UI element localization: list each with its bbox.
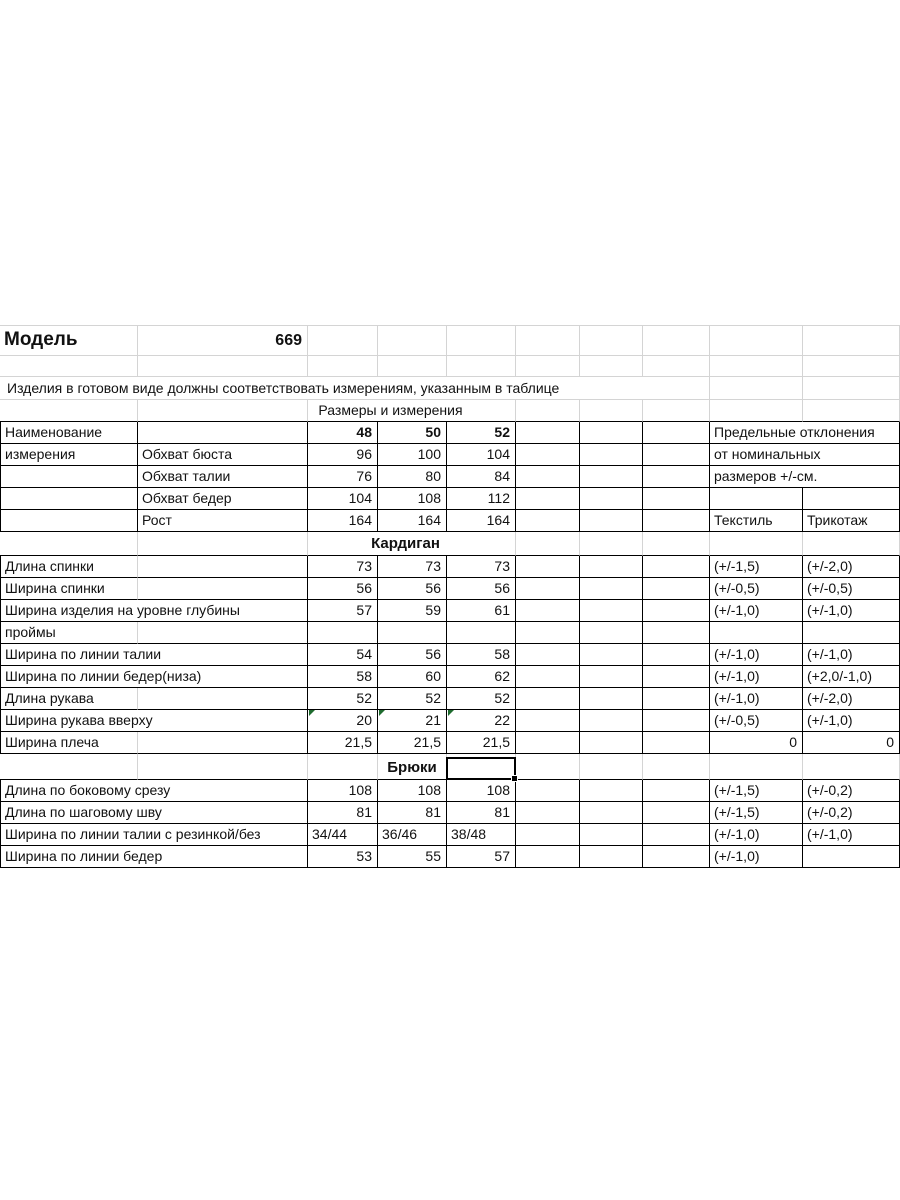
cell[interactable] xyxy=(643,780,710,802)
cell[interactable] xyxy=(803,532,900,556)
cell-value[interactable]: 164 xyxy=(378,510,447,532)
cell[interactable] xyxy=(516,444,580,466)
note-cell[interactable]: Изделия в готовом виде должны соответствовать измерениям, указанным в таблице xyxy=(0,377,710,400)
cell[interactable] xyxy=(516,400,580,422)
cell[interactable] xyxy=(138,578,308,600)
cell-value[interactable]: 56 xyxy=(308,578,378,600)
cell[interactable] xyxy=(447,356,516,377)
cell-value[interactable]: 61 xyxy=(447,600,516,622)
tolerance-knitwear-cell[interactable]: (+/-0,2) xyxy=(803,780,900,802)
cell[interactable] xyxy=(580,488,643,510)
model-label-cell[interactable]: Модель xyxy=(0,326,138,356)
tolerance-knitwear-cell[interactable]: (+/-1,0) xyxy=(803,600,900,622)
cell[interactable] xyxy=(580,622,643,644)
measure-label-cell[interactable]: Обхват талии xyxy=(138,466,308,488)
cell[interactable] xyxy=(580,466,643,488)
cell[interactable] xyxy=(0,510,138,532)
cell[interactable] xyxy=(803,356,900,377)
cell[interactable] xyxy=(138,688,308,710)
cell[interactable] xyxy=(643,622,710,644)
cell-value[interactable]: 108 xyxy=(378,780,447,802)
cell[interactable] xyxy=(378,356,447,377)
tolerance-textile-cell[interactable]: (+/-1,0) xyxy=(710,846,803,868)
cell-value[interactable] xyxy=(378,710,447,732)
selected-cell[interactable] xyxy=(447,754,516,780)
cell[interactable] xyxy=(580,688,643,710)
cell[interactable] xyxy=(710,326,803,356)
cell[interactable] xyxy=(643,600,710,622)
tolerance-textile-cell[interactable]: (+/-1,5) xyxy=(710,780,803,802)
tolerance-textile-cell[interactable]: (+/-1,0) xyxy=(710,600,803,622)
cell-value[interactable]: 34/44 xyxy=(308,824,378,846)
cell[interactable] xyxy=(643,578,710,600)
cell[interactable] xyxy=(643,510,710,532)
tolerance-textile-cell[interactable]: (+/-1,0) xyxy=(710,688,803,710)
cell[interactable] xyxy=(138,754,308,780)
cell-value[interactable]: 21,5 xyxy=(308,732,378,754)
cell-value[interactable]: 52 xyxy=(447,688,516,710)
cell[interactable] xyxy=(516,466,580,488)
cell-value[interactable]: 52 xyxy=(378,688,447,710)
fill-handle[interactable] xyxy=(511,775,518,782)
tolerance-knitwear-cell[interactable]: (+/-1,0) xyxy=(803,710,900,732)
row-label-cell[interactable]: Длина по боковому срезу xyxy=(0,780,308,802)
cell-value[interactable]: 104 xyxy=(308,488,378,510)
cell[interactable] xyxy=(580,510,643,532)
cell-value-text: 21 xyxy=(425,712,441,728)
cell[interactable] xyxy=(643,846,710,868)
cell[interactable] xyxy=(643,532,710,556)
cell[interactable] xyxy=(580,600,643,622)
cell-value[interactable] xyxy=(308,710,378,732)
section-title-trousers[interactable]: Брюки xyxy=(378,754,447,780)
cell-value[interactable]: 81 xyxy=(378,802,447,824)
error-indicator-icon xyxy=(309,710,315,716)
cell[interactable] xyxy=(516,710,580,732)
cell[interactable] xyxy=(580,644,643,666)
cell[interactable] xyxy=(308,326,378,356)
cell-value[interactable]: 21,5 xyxy=(447,732,516,754)
cell[interactable] xyxy=(516,600,580,622)
row-label-cell[interactable]: Длина рукава xyxy=(0,688,138,710)
cell-value[interactable]: 62 xyxy=(447,666,516,688)
cell[interactable] xyxy=(643,802,710,824)
row-label-cell[interactable]: Ширина плеча xyxy=(0,732,138,754)
cell[interactable] xyxy=(643,754,710,780)
row-label-cell[interactable]: Ширина изделия на уровне глубины xyxy=(0,600,308,622)
cell[interactable] xyxy=(710,622,803,644)
tolerance-note-cell[interactable]: от номинальных xyxy=(710,444,900,466)
cell[interactable] xyxy=(643,666,710,688)
tolerance-textile-cell[interactable]: 0 xyxy=(710,732,803,754)
cell-value[interactable]: 58 xyxy=(308,666,378,688)
cell[interactable] xyxy=(138,532,308,556)
cell[interactable] xyxy=(803,488,900,510)
col-knitwear-cell[interactable]: Трикотаж xyxy=(803,510,900,532)
cell[interactable] xyxy=(138,556,308,578)
row-label-cell[interactable]: проймы xyxy=(0,622,138,644)
cell[interactable] xyxy=(516,532,580,556)
cell[interactable] xyxy=(643,422,710,444)
cell[interactable] xyxy=(580,356,643,377)
cell-value[interactable]: 112 xyxy=(447,488,516,510)
cell[interactable] xyxy=(308,754,378,780)
cell[interactable] xyxy=(580,710,643,732)
tolerance-knitwear-cell[interactable]: (+/-1,0) xyxy=(803,824,900,846)
measure-label-cell[interactable]: Рост xyxy=(138,510,308,532)
cell[interactable] xyxy=(138,622,308,644)
cell[interactable] xyxy=(580,846,643,868)
cell[interactable] xyxy=(643,466,710,488)
cell[interactable] xyxy=(710,400,803,422)
cell-value[interactable]: 21,5 xyxy=(378,732,447,754)
section-title-cardigan[interactable]: Кардиган xyxy=(308,532,516,556)
tolerance-textile-cell[interactable]: (+/-1,5) xyxy=(710,556,803,578)
cell[interactable] xyxy=(803,622,900,644)
cell[interactable] xyxy=(516,802,580,824)
cell[interactable] xyxy=(308,356,378,377)
cell[interactable] xyxy=(516,824,580,846)
size-col-50[interactable]: 50 xyxy=(378,422,447,444)
cell[interactable] xyxy=(516,356,580,377)
cell[interactable] xyxy=(516,688,580,710)
header-name-cell[interactable]: Наименование xyxy=(0,422,138,444)
tolerance-textile-cell[interactable]: (+/-1,0) xyxy=(710,666,803,688)
cell[interactable] xyxy=(643,556,710,578)
cell[interactable] xyxy=(643,356,710,377)
cell[interactable] xyxy=(710,356,803,377)
cell[interactable] xyxy=(138,356,308,377)
cell[interactable] xyxy=(0,466,138,488)
cell-value[interactable]: 73 xyxy=(308,556,378,578)
tolerance-knitwear-cell[interactable] xyxy=(803,846,900,868)
cell[interactable] xyxy=(138,400,308,422)
row-label-cell[interactable]: Ширина по линии талии xyxy=(0,644,308,666)
cell-value[interactable]: 80 xyxy=(378,466,447,488)
cell-value[interactable]: 96 xyxy=(308,444,378,466)
cell[interactable] xyxy=(643,732,710,754)
cell[interactable] xyxy=(516,326,580,356)
cell[interactable] xyxy=(516,510,580,532)
size-col-48[interactable]: 48 xyxy=(308,422,378,444)
cell-value[interactable]: 57 xyxy=(308,600,378,622)
row-label-cell[interactable]: Ширина по линии талии с резинкой/без xyxy=(0,824,308,846)
cell[interactable] xyxy=(580,556,643,578)
row-label-cell[interactable]: Ширина по линии бедер xyxy=(0,846,308,868)
cell[interactable] xyxy=(643,326,710,356)
cell-value[interactable]: 108 xyxy=(308,780,378,802)
cell[interactable] xyxy=(803,400,900,422)
cell-value[interactable]: 108 xyxy=(378,488,447,510)
size-col-52[interactable]: 52 xyxy=(447,422,516,444)
cell-value[interactable]: 58 xyxy=(447,644,516,666)
tolerance-knitwear-cell[interactable]: (+/-2,0) xyxy=(803,556,900,578)
cell[interactable] xyxy=(516,666,580,688)
cell[interactable] xyxy=(643,444,710,466)
cell[interactable] xyxy=(138,732,308,754)
cell[interactable] xyxy=(803,754,900,780)
row-label-cell[interactable]: Ширина по линии бедер(низа) xyxy=(0,666,308,688)
header-name-cell[interactable]: измерения xyxy=(0,444,138,466)
cell[interactable] xyxy=(0,400,138,422)
cell[interactable] xyxy=(378,622,447,644)
cell[interactable] xyxy=(710,532,803,556)
tolerance-textile-cell[interactable]: (+/-1,0) xyxy=(710,644,803,666)
tolerance-knitwear-cell[interactable]: (+/-1,0) xyxy=(803,644,900,666)
cell[interactable] xyxy=(643,644,710,666)
sizes-title-cell[interactable]: Размеры и измерения xyxy=(308,400,516,422)
tolerance-knitwear-cell[interactable]: (+/-0,5) xyxy=(803,578,900,600)
model-number-cell[interactable]: 669 xyxy=(138,326,308,356)
cell-value[interactable]: 56 xyxy=(447,578,516,600)
tolerance-note-cell[interactable]: размеров +/-см. xyxy=(710,466,900,488)
cell[interactable] xyxy=(516,846,580,868)
cell[interactable] xyxy=(580,400,643,422)
cell-value[interactable]: 164 xyxy=(447,510,516,532)
cell[interactable] xyxy=(447,326,516,356)
tolerance-textile-cell[interactable]: (+/-1,0) xyxy=(710,824,803,846)
measure-label-cell[interactable]: Обхват бюста xyxy=(138,444,308,466)
error-indicator-icon xyxy=(448,710,454,716)
cell[interactable] xyxy=(580,422,643,444)
cell-value[interactable]: 104 xyxy=(447,444,516,466)
cell-value[interactable]: 73 xyxy=(447,556,516,578)
tolerance-knitwear-cell[interactable]: 0 xyxy=(803,732,900,754)
cell[interactable] xyxy=(580,802,643,824)
cell-value[interactable]: 52 xyxy=(308,688,378,710)
cell[interactable] xyxy=(0,754,138,780)
cell[interactable] xyxy=(643,824,710,846)
cell[interactable] xyxy=(516,780,580,802)
tolerance-textile-cell[interactable]: (+/-1,5) xyxy=(710,802,803,824)
cell[interactable] xyxy=(580,578,643,600)
cell[interactable] xyxy=(516,488,580,510)
cell[interactable] xyxy=(516,754,580,780)
cell[interactable] xyxy=(516,578,580,600)
cell[interactable] xyxy=(516,622,580,644)
cell[interactable] xyxy=(516,556,580,578)
row-label-cell[interactable]: Ширина рукава вверху xyxy=(0,710,308,732)
row-label-cell[interactable]: Длина по шаговому шву xyxy=(0,802,308,824)
cell[interactable] xyxy=(138,422,308,444)
tolerance-textile-cell[interactable]: (+/-0,5) xyxy=(710,710,803,732)
cell[interactable] xyxy=(516,422,580,444)
cell[interactable] xyxy=(308,622,378,644)
cell[interactable] xyxy=(643,688,710,710)
cell-value[interactable]: 55 xyxy=(378,846,447,868)
cell-value[interactable]: 81 xyxy=(308,802,378,824)
cell[interactable] xyxy=(516,732,580,754)
tolerance-knitwear-cell[interactable]: (+2,0/-1,0) xyxy=(803,666,900,688)
cell-value-text: 22 xyxy=(494,712,510,728)
measure-label-cell[interactable]: Обхват бедер xyxy=(138,488,308,510)
col-textile-cell[interactable]: Текстиль xyxy=(710,510,803,532)
cell-value[interactable]: 76 xyxy=(308,466,378,488)
cell-value[interactable]: 164 xyxy=(308,510,378,532)
cell[interactable] xyxy=(580,754,643,780)
cell[interactable] xyxy=(580,732,643,754)
cell[interactable] xyxy=(378,326,447,356)
cell-value[interactable]: 59 xyxy=(378,600,447,622)
cell[interactable] xyxy=(643,400,710,422)
cell-value[interactable]: 56 xyxy=(378,578,447,600)
cell-value[interactable]: 36/46 xyxy=(378,824,447,846)
cell[interactable] xyxy=(0,356,138,377)
error-indicator-icon xyxy=(379,710,385,716)
cell[interactable] xyxy=(516,644,580,666)
cell[interactable] xyxy=(0,488,138,510)
cell-value[interactable]: 53 xyxy=(308,846,378,868)
cell[interactable] xyxy=(580,780,643,802)
cell-value[interactable] xyxy=(447,710,516,732)
cell[interactable] xyxy=(580,666,643,688)
cell[interactable] xyxy=(643,488,710,510)
cell-value[interactable]: 100 xyxy=(378,444,447,466)
cell-value-text: 20 xyxy=(356,712,372,728)
cell[interactable] xyxy=(0,532,138,556)
cell-value[interactable]: 56 xyxy=(378,644,447,666)
cell-selection-border xyxy=(446,757,516,780)
cell-value[interactable]: 84 xyxy=(447,466,516,488)
cell[interactable] xyxy=(580,326,643,356)
tolerance-knitwear-cell[interactable]: (+/-0,2) xyxy=(803,802,900,824)
cell[interactable] xyxy=(643,710,710,732)
cell-value[interactable]: 57 xyxy=(447,846,516,868)
cell-value[interactable]: 60 xyxy=(378,666,447,688)
tolerance-textile-cell[interactable]: (+/-0,5) xyxy=(710,578,803,600)
cell[interactable] xyxy=(803,377,900,400)
cell-value[interactable]: 54 xyxy=(308,644,378,666)
tolerance-note-cell[interactable]: Предельные отклонения xyxy=(710,422,900,444)
cell[interactable] xyxy=(803,326,900,356)
cell[interactable] xyxy=(580,444,643,466)
cell[interactable] xyxy=(580,824,643,846)
cell[interactable] xyxy=(447,622,516,644)
cell-value[interactable]: 38/48 xyxy=(447,824,516,846)
spreadsheet-grid xyxy=(0,325,900,868)
row-label-cell[interactable]: Длина спинки xyxy=(0,556,138,578)
cell-value[interactable]: 81 xyxy=(447,802,516,824)
cell-value[interactable]: 108 xyxy=(447,780,516,802)
cell-value[interactable]: 73 xyxy=(378,556,447,578)
cell[interactable] xyxy=(580,532,643,556)
row-label-cell[interactable]: Ширина спинки xyxy=(0,578,138,600)
cell[interactable] xyxy=(710,488,803,510)
cell[interactable] xyxy=(710,754,803,780)
cell[interactable] xyxy=(710,377,803,400)
tolerance-knitwear-cell[interactable]: (+/-2,0) xyxy=(803,688,900,710)
